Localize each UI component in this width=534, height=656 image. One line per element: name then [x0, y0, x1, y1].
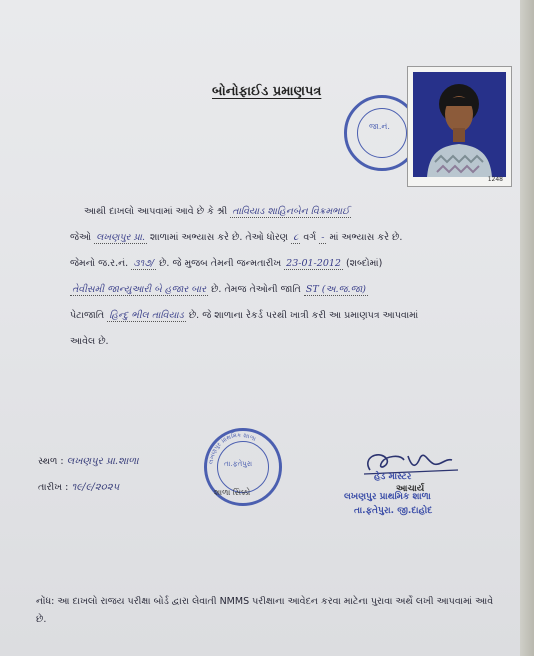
place-row — [38, 456, 139, 467]
birth-date: 23-01-2012 — [286, 258, 341, 269]
signature-label: આચાર્ય — [396, 484, 425, 494]
seal-inner-text: તા.ફતેપુરા — [224, 460, 253, 468]
date-label: તારીખ : — [38, 482, 69, 493]
register-number: ૩૧૭/ — [133, 258, 155, 269]
student-name: તાવિયાડ શાહિનબેન વિક્રમભાઈ — [232, 206, 350, 217]
body-line-4: તેવીસમી જાન્યુઆરી બે હજાર બાર છે. તેમજ તેઓની જાતિ ST (અ.જ.જા) — [72, 284, 366, 295]
birth-date-words: તેવીસમી જાન્યુઆરી બે હજાર બાર — [72, 284, 207, 295]
body-line-5: પેટાજાતિ હિન્દુ ભીલ તાવિયાડ છે. જે શાળાના રેકર્ડ પરથી ખાત્રી કરી આ પ્રમાણપત્ર આપવામાં — [70, 310, 419, 321]
photo-number: 1248 — [487, 176, 503, 183]
date-value: ૧૯/૯/૨૦૨૫ — [71, 482, 120, 493]
division-value: - — [321, 232, 325, 243]
date-row — [38, 482, 119, 493]
signature-stamp-school: લખણપુર પ્રાથમિક શાળા — [344, 492, 431, 502]
place-label: સ્થળ : — [38, 456, 64, 467]
sub-caste-value: હિન્દુ ભીલ તાવિયાડ — [109, 310, 184, 321]
school-name: લખણપુર પ્રા. — [96, 232, 145, 243]
signature-stamp-title: હેડ માસ્ટર — [374, 472, 412, 482]
top-stamp-text: જા.નં. — [369, 122, 390, 131]
standard-value: ૮ — [293, 232, 299, 243]
student-portrait-image — [413, 72, 506, 177]
seal-label: શાળા સિક્કો — [214, 488, 251, 497]
body-line-3: જેમનો જ.ર.નં. ૩૧૭/ છે. જે મુજબ તેમની જન્મતારીખ 23-01-2012 (શબ્દોમાં) — [70, 258, 383, 269]
svg-text:લખણપુર પ્રાથમિક શાળા: લખણપુર પ્રાથમિક શાળા — [207, 431, 257, 465]
footnote: નોંધ: આ દાખલો રાજય પરીક્ષા બોર્ડ દ્વારા લેવાતી NMMS પરીક્ષાના આવેદન કરવા માટેના પુરાવા અર્થે લખી આપવામાં આવે છે. — [36, 596, 494, 625]
place-value: લખણપુર પ્રા.શાળા — [66, 456, 139, 467]
student-photo — [407, 66, 512, 187]
body-line-1: આથી દાખલો આપવામાં આવે છે કે શ્રી તાવિયાડ શાહિનબેન વિક્રમભાઈ — [84, 206, 350, 217]
signature-stamp-place: તા.ફતેપુરા. જી.દાહોદ — [354, 506, 433, 516]
page-edge — [520, 0, 534, 656]
body-line-2: જેઓ લખણપુર પ્રા. શાળામાં અભ્યાસ કરે છે. તેઓ ધોરણ ૮ વર્ગ - માં અભ્યાસ કરે છે. — [70, 232, 403, 243]
caste-value: ST (અ.જ.જા) — [305, 284, 366, 295]
body-line-6: આવેલ છે. — [70, 336, 109, 347]
certificate-title: બોનોફાઈડ પ્રમાણપત્ર — [212, 84, 322, 99]
